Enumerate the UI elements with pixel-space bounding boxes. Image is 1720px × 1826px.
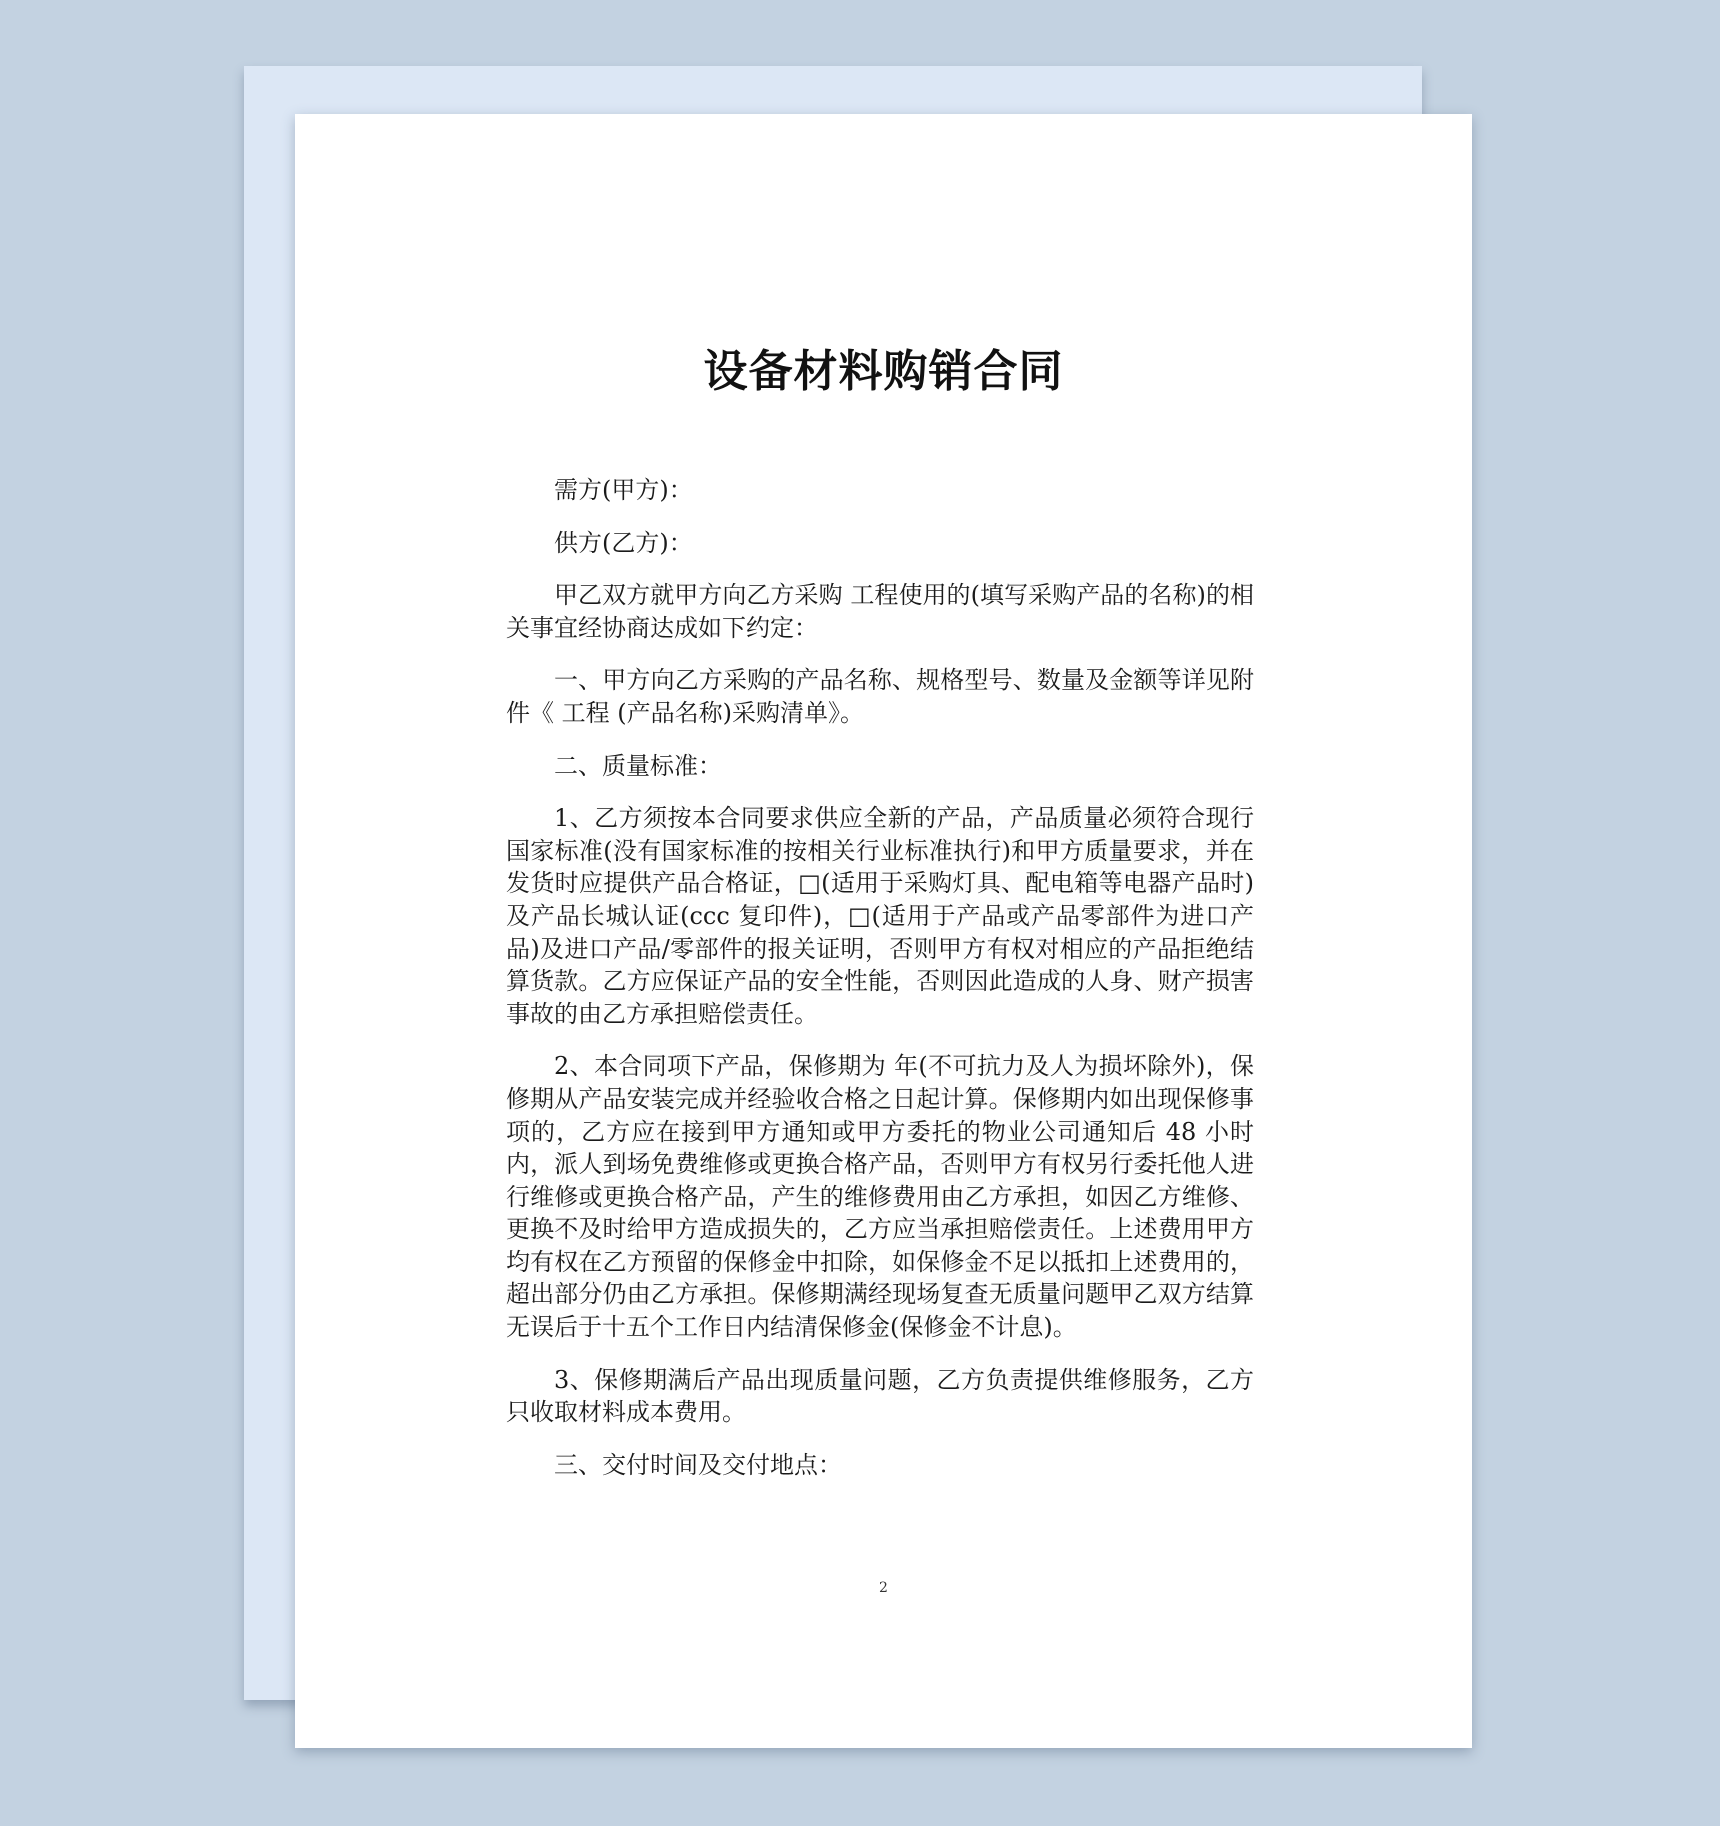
paragraph-section-3-heading: 三、交付时间及交付地点： xyxy=(554,1450,842,1479)
document-page xyxy=(295,114,1472,1748)
paragraph-clause-2-3: 3、保修期满后产品出现质量问题，乙方负责提供维修服务，乙方只收取材料成本费用。 xyxy=(506,1365,1254,1427)
paragraph-clause-2-1: 1、乙方须按本合同要求供应全新的产品，产品质量必须符合现行国家标准(没有国家标准的按相关行业标准执行)和甲方质量要求，并在发货时应提供产品合格证，□(适用于采购灯具、配电箱等电器产品时)及产品长城认证(ccc 复印件)，□(适用于产品或产品零部件为进口产品)及进口产品/零部件的报关证明，否则甲方有权对相应的产品拒绝结算货款。乙方应保证产品的安全性能，否则因此造成的人身、财产损害事故的由乙方承担赔偿责任。 xyxy=(506,804,1254,1028)
paragraph-section-1: 一、甲方向乙方采购的产品名称、规格型号、数量及金额等详见附件《 工程 (产品名称)采购清单》。 xyxy=(506,666,1254,727)
paragraph-buyer: 需方(甲方)： xyxy=(554,476,693,504)
paragraph-supplier: 供方(乙方)： xyxy=(554,528,693,557)
paragraph-intro: 甲乙双方就甲方向乙方采购 工程使用的(填写采购产品的名称)的相关事宜经协商达成如下约定： xyxy=(506,581,1254,642)
document-title: 设备材料购销合同 xyxy=(703,346,1064,397)
page-number: 2 xyxy=(879,1580,888,1596)
paragraph-section-2-heading: 二、质量标准： xyxy=(554,751,722,780)
document-body xyxy=(506,474,1254,1501)
paragraph-clause-2-2: 2、本合同项下产品，保修期为 年(不可抗力及人为损坏除外)，保修期从产品安装完成并经验收合格之日起计算。保修期内如出现保修事项的，乙方应在接到甲方通知或甲方委托的物业公司通知后 48 小时内，派人到场免费维修或更换合格产品，否则甲方有权另行委托他人进行维修或更换合格产品，产生的维修费用由乙方承担，如因乙方维修、更换不及时给甲方造成损失的，乙方应当承担赔偿责任。上述费用甲方均有权在乙方预留的保修金中扣除，如保修金不足以抵扣上述费用的，超出部分仍由乙方承担。保修期满经现场复查无质量问题甲乙双方结算无误后于十五个工作日内结清保修金(保修金不计息)。 xyxy=(506,1052,1254,1342)
